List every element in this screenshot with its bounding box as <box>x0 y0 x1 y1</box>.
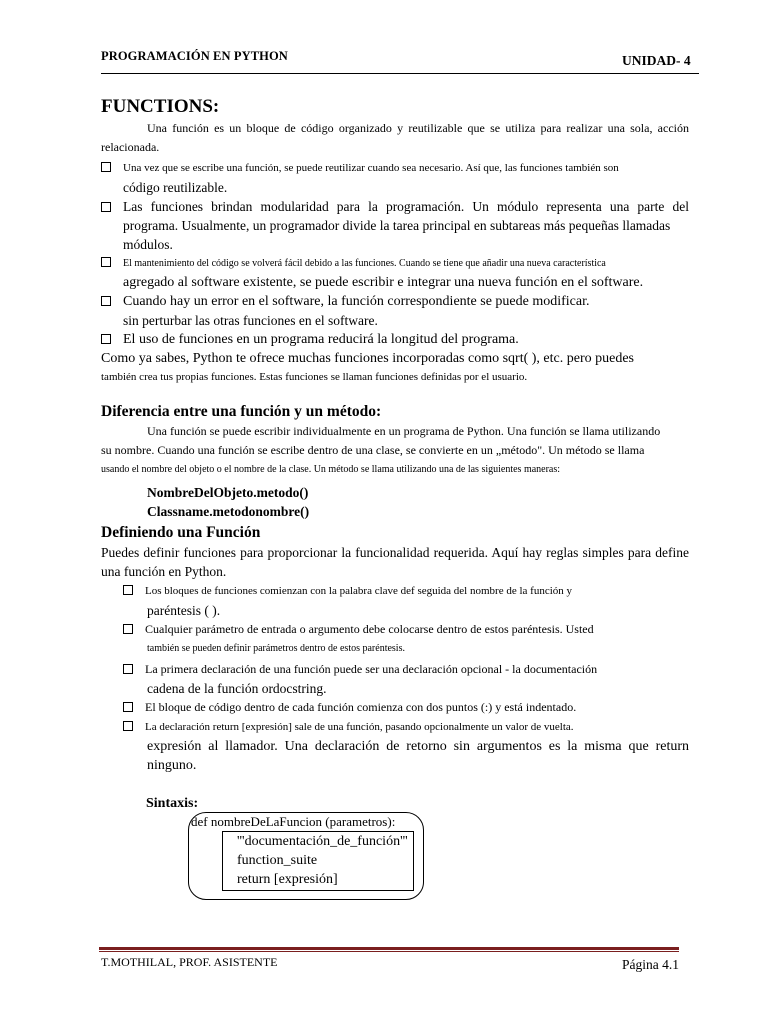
page-header-title: PROGRAMACIÓN EN PYTHON <box>101 49 288 63</box>
bullet-box-icon <box>101 159 111 178</box>
bullet-box-icon <box>101 330 111 349</box>
footer-author: T.MOTHILAL, PROF. ASISTENTE <box>101 955 278 969</box>
defining-paragraph: Puedes definir funciones para proporcionar la funcionalidad requerida. Aquí hay reglas simples para define una función en Python. <box>101 545 689 579</box>
syntax-suite-line: function_suite <box>237 853 318 868</box>
rule-docstring <box>101 660 689 679</box>
rule-text: Cualquier parámetro de entrada o argumento debe colocarse dentro de estos paréntesis. Usted <box>145 622 594 636</box>
difference-line-1: Una función se puede escribir individualmente en un programa de Python. Una función se llama utilizando <box>147 424 661 438</box>
section-title-functions: FUNCTIONS: <box>101 96 220 117</box>
rule-return-cont: expresión al llamador. Una declaración de retorno sin argumentos es la misma que return ninguno. <box>147 739 689 773</box>
footer-rule-thick <box>99 947 679 950</box>
bullet-box-icon <box>123 582 133 601</box>
intro-paragraph: Una función es un bloque de código organizado y reutilizable que se utiliza para realizar una sola, acción relacionada. <box>101 121 689 154</box>
bullet-reuse-cont: código reutilizable. <box>123 180 228 195</box>
rule-text: Los bloques de funciones comienzan con la palabra clave def seguida del nombre de la función y <box>145 585 573 597</box>
rule-return <box>101 718 689 737</box>
syntax-label: Sintaxis: <box>146 796 199 811</box>
bullet-error <box>101 292 689 311</box>
bullet-text: Las funciones brindan modularidad para la programación. Un módulo representa una parte del programa. Usualmente, un programador divide la tarea principal en subtareas más pequeñas llamadas <box>123 199 689 233</box>
bullet-box-icon <box>101 292 111 311</box>
bullet-box-icon <box>101 197 111 216</box>
syntax-def-line: def nombreDeLaFuncion (parametros): <box>191 814 396 829</box>
rule-parameters-cont: también se pueden definir parámetros dentro de estos paréntesis. <box>147 643 405 654</box>
page-header-unit: UNIDAD- 4 <box>622 53 691 68</box>
method-call-example-1: NombreDelObjeto.metodo() <box>147 485 309 500</box>
bullet-text: El uso de funciones en un programa reducirá la longitud del programa. <box>123 332 519 347</box>
bullet-text: Cuando hay un error en el software, la función correspondiente se puede modificar. <box>123 294 590 309</box>
section-heading-difference: Diferencia entre una función y un método: <box>101 403 382 420</box>
bullet-box-icon <box>123 620 133 639</box>
bullet-box-icon <box>123 660 133 679</box>
bullet-modularity <box>101 197 689 235</box>
rule-text: La primera declaración de una función puede ser una declaración opcional - la documentación <box>145 662 598 676</box>
rule-text: La declaración return [expresión] sale de una función, pasando opcionalmente un valor de vuelta. <box>145 721 574 733</box>
builtin-line-2: también crea tus propias funciones. Estas funciones se llaman funciones definidas por el usuario. <box>101 371 528 383</box>
footer-rule-thin <box>99 951 679 952</box>
difference-line-3: usando el nombre del objeto o el nombre de la clase. Un método se llama utilizando una de las siguientes maneras: <box>101 464 561 475</box>
rule-colon-indent <box>101 698 689 717</box>
bullet-length <box>101 330 689 349</box>
difference-line-2: su nombre. Cuando una función se escribe dentro de una clase, se convierte en un „método". Un método se llama <box>101 443 645 457</box>
header-rule <box>101 73 699 74</box>
page-body <box>101 96 689 775</box>
syntax-return-line: return [expresión] <box>237 872 338 887</box>
bullet-box-icon <box>123 698 133 717</box>
bullet-text: Una vez que se escribe una función, se puede reutilizar cuando sea necesario. Así que, las funciones también son <box>123 162 619 174</box>
footer-page-number: Página 4.1 <box>622 957 679 972</box>
bullet-box-icon <box>101 254 111 273</box>
bullet-maintenance <box>101 254 689 273</box>
rule-text: El bloque de código dentro de cada función comienza con dos puntos (:) y está indentado. <box>145 700 577 714</box>
builtin-line-1: Como ya sabes, Python te ofrece muchas funciones incorporadas como sqrt( ), etc. pero puedes <box>101 351 635 366</box>
section-heading-defining: Definiendo una Función <box>101 524 261 541</box>
rule-def-keyword <box>101 582 689 601</box>
rule-parameters <box>101 620 689 639</box>
bullet-text: El mantenimiento del código se volverá fácil debido a las funciones. Cuando se tiene que añadir una nueva característica <box>123 258 606 269</box>
method-call-example-2: Classname.metodonombre() <box>147 504 310 519</box>
bullet-box-icon <box>123 718 133 737</box>
bullet-reuse <box>101 159 689 178</box>
rule-def-keyword-cont: paréntesis ( ). <box>147 603 221 618</box>
bullet-error-cont: sin perturbar las otras funciones en el software. <box>123 313 378 328</box>
bullet-modularity-cont: módulos. <box>123 237 173 252</box>
rule-docstring-cont: cadena de la función ordocstring. <box>147 681 327 696</box>
bullet-maintenance-cont: agregado al software existente, se puede escribir e integrar una nueva función en el software. <box>123 275 644 290</box>
syntax-docstring-line: '''documentación_de_función''' <box>237 834 408 849</box>
